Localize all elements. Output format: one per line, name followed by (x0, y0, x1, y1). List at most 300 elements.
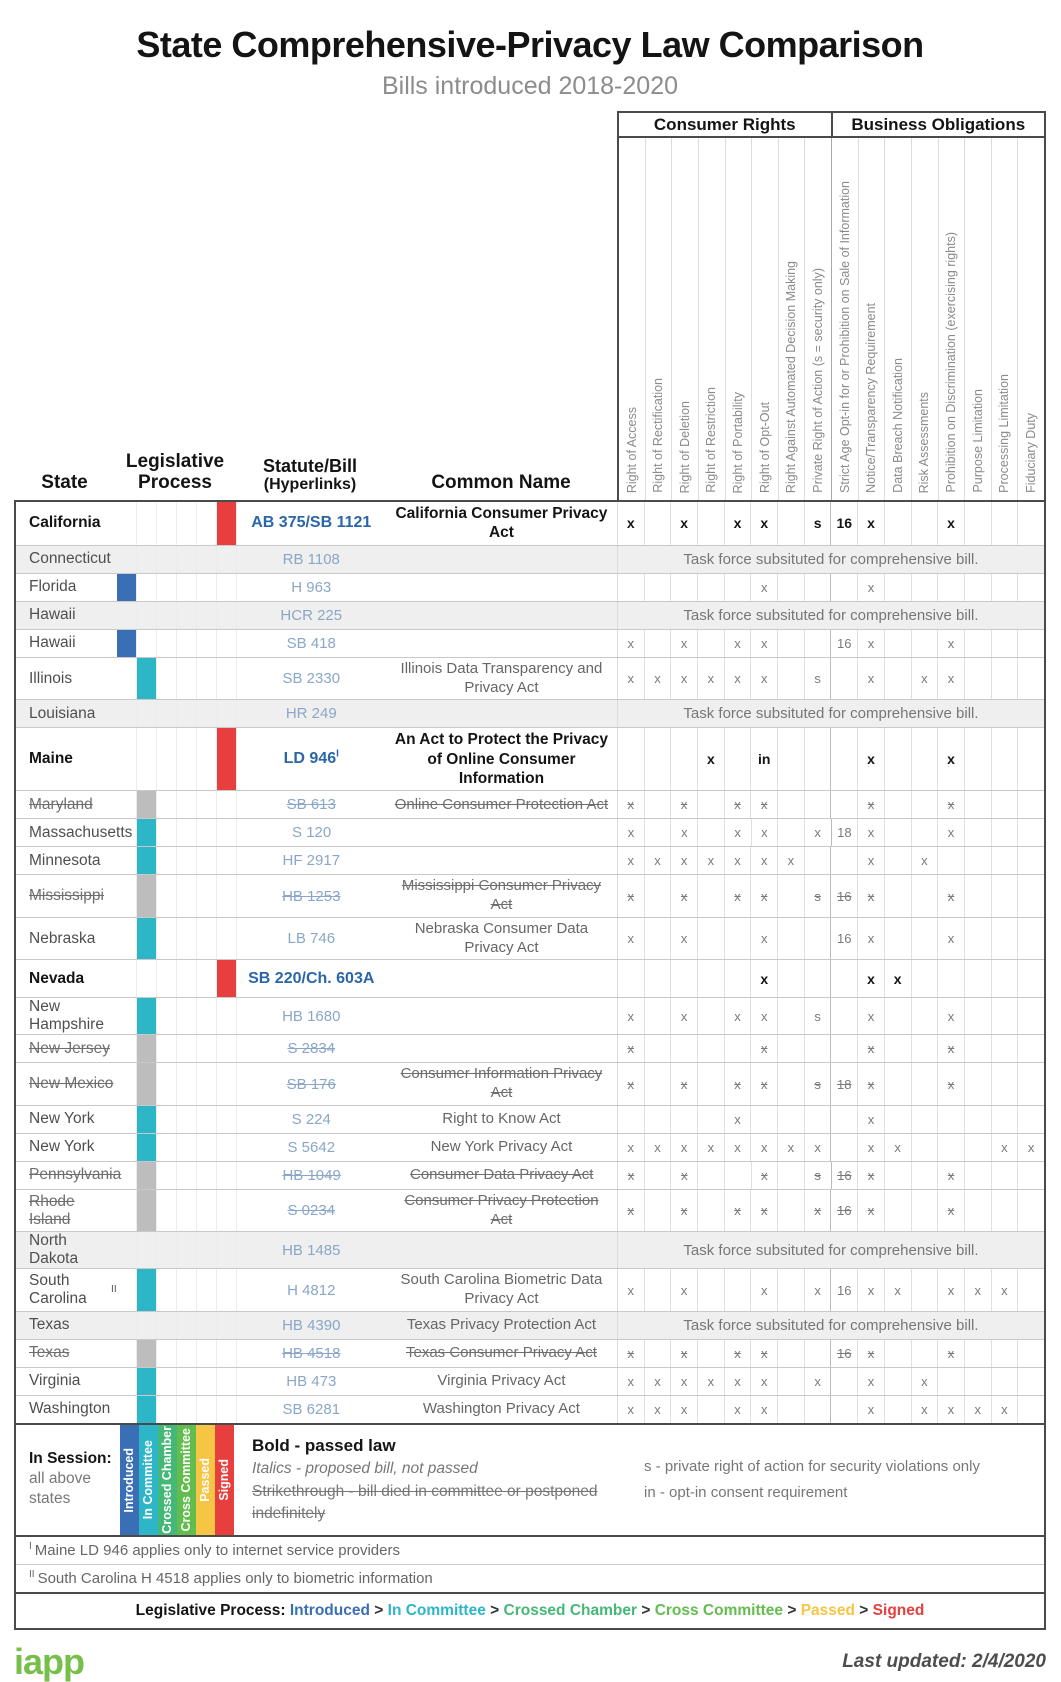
process-stage-slot (137, 602, 157, 629)
matrix-cell (884, 1396, 911, 1423)
process-stage-slot (137, 819, 157, 846)
common-name-cell: California Consumer Privacy Act (395, 505, 608, 542)
matrix-cell: x (804, 1134, 831, 1161)
statute-cell (237, 1063, 386, 1105)
taskforce-note: Task force subsituted for comprehensive bill. (617, 546, 1044, 573)
matrix-cell: x (724, 819, 751, 846)
process-stage-slot (217, 1269, 237, 1311)
process-stage-block (137, 1106, 156, 1133)
matrix-cell: x (627, 1041, 635, 1057)
matrix-cell: 16 (830, 1340, 857, 1367)
matrix-cell (964, 1190, 991, 1232)
matrix-cell: x (697, 1368, 724, 1395)
matrix-column-header-label: Right Against Automated Decision Making (784, 260, 799, 493)
legislative-process-cell (117, 1269, 237, 1311)
matrix-cells (617, 1269, 1044, 1311)
statute-link[interactable]: SB 418 (286, 634, 336, 652)
matrix-cell (644, 960, 671, 997)
matrix-cell (964, 1134, 991, 1161)
legislative-process-cell (117, 847, 237, 874)
common-name-cell: Washington Privacy Act (422, 1400, 580, 1417)
statute-link[interactable]: HB 473 (286, 1372, 337, 1390)
matrix-column-header-label: Right of Portability (731, 391, 746, 493)
state-name: New Hampshire (29, 998, 104, 1034)
legislative-process-cell (117, 1063, 237, 1105)
process-stage-slot (157, 658, 177, 700)
process-stage-slot (177, 1134, 197, 1161)
state-name: North Dakota (29, 1232, 79, 1268)
matrix-cell: x (937, 658, 964, 700)
matrix-cell (991, 630, 1018, 657)
statute-link[interactable]: SB 613 (286, 796, 336, 814)
matrix-cell (911, 918, 938, 960)
matrix-cell (884, 1368, 911, 1395)
common-name-cell: South Carolina Biometric Data Privacy Act (400, 1271, 603, 1308)
matrix-cell (964, 918, 991, 960)
process-stage-slot (117, 847, 137, 874)
statute-link[interactable]: HB 1680 (282, 1007, 341, 1025)
in-session-label: In Session: (29, 1449, 112, 1467)
matrix-cell: x (857, 1063, 884, 1105)
iapp-logo: iapp (14, 1640, 85, 1682)
state-name: California (29, 514, 101, 532)
state-cell (16, 847, 117, 874)
matrix-cell (777, 1106, 804, 1133)
process-stage-slot (157, 998, 177, 1034)
matrix-cell (830, 728, 857, 790)
statute-footnote-marker: I (336, 748, 339, 760)
matrix-cell (964, 791, 991, 818)
matrix-cell (911, 875, 938, 917)
matrix-cell (777, 1063, 804, 1105)
table-row (16, 1105, 1044, 1133)
matrix-cell: x (724, 847, 751, 874)
legend-stage-bar (196, 1425, 215, 1535)
statute-link[interactable]: S 2834 (287, 1040, 336, 1058)
table-row (16, 1189, 1044, 1232)
table-row (16, 1367, 1044, 1395)
matrix-cell: x (724, 875, 751, 917)
matrix-cell (644, 791, 671, 818)
state-name: Washington (29, 1400, 111, 1418)
matrix-cell (670, 960, 697, 997)
state-cell (16, 502, 117, 545)
table-header (14, 111, 1046, 502)
matrix-cell: x (937, 1340, 964, 1367)
process-stage-slot (117, 630, 137, 657)
matrix-cell: x (750, 1269, 777, 1311)
matrix-cell (991, 960, 1018, 997)
legislative-process-cell (117, 1232, 237, 1268)
matrix-cell (1017, 1368, 1044, 1395)
matrix-cell: x (937, 728, 964, 790)
process-stage-slot (217, 1368, 237, 1395)
table-row (16, 917, 1044, 960)
legislative-process-cell (117, 630, 237, 657)
footnote (16, 1537, 1044, 1564)
matrix-cell: x (857, 1340, 884, 1367)
matrix-cell (644, 1190, 671, 1232)
process-stage-slot (217, 728, 237, 790)
process-stage-block (117, 630, 136, 657)
statute-link[interactable]: SB 176 (286, 1075, 336, 1093)
process-stage-slot (157, 728, 177, 790)
matrix-cell: x (724, 1396, 751, 1423)
matrix-cell: x (627, 1076, 635, 1092)
matrix-cell (804, 630, 831, 657)
matrix-cell (644, 502, 671, 545)
matrix-cell (804, 1106, 831, 1133)
matrix-cell: x (937, 1063, 964, 1105)
footnote-marker: I (29, 1540, 32, 1552)
common-name-cell (386, 960, 617, 997)
statute-link[interactable]: AB 375/SB 1121 (251, 514, 372, 532)
matrix-cell: x (724, 502, 751, 545)
matrix-cell: x (724, 1190, 751, 1232)
matrix-cell: x (670, 1190, 697, 1232)
matrix-cell: s (804, 1063, 831, 1105)
matrix-cell (697, 875, 724, 917)
legislative-process-cell (117, 875, 237, 917)
matrix-cell (830, 1106, 857, 1133)
process-stage-slot (177, 1063, 197, 1105)
matrix-cell (1017, 847, 1044, 874)
matrix-cell (884, 791, 911, 818)
matrix-cell: x (857, 875, 884, 917)
matrix-column-header (619, 138, 645, 500)
process-stage-slot (197, 1035, 217, 1062)
process-stage-slot (137, 875, 157, 917)
matrix-cell: s (804, 658, 831, 700)
matrix-cell: x (857, 847, 884, 874)
matrix-cell: x (804, 1368, 831, 1395)
legislative-process-cell (117, 502, 237, 545)
process-stage-slot (137, 1269, 157, 1311)
matrix-cell (991, 1340, 1018, 1367)
matrix-cell (1017, 1340, 1044, 1367)
statute-link[interactable]: S 5642 (287, 1138, 336, 1156)
matrix-cell (830, 574, 857, 601)
process-stage-slot (117, 1162, 137, 1189)
matrix-cell: x (724, 1106, 751, 1133)
state-cell (16, 700, 117, 727)
statute-link[interactable]: S 0234 (287, 1202, 336, 1220)
matrix-cell (991, 1368, 1018, 1395)
statute-link[interactable]: LB 746 (287, 930, 336, 948)
legend-stage-label: Cross Committee (179, 1428, 194, 1532)
process-stage-slot (137, 728, 157, 790)
matrix-cell (991, 875, 1018, 917)
statute-link[interactable]: SB 6281 (282, 1400, 341, 1418)
matrix-cell: s (804, 502, 831, 545)
matrix-cell: x (857, 502, 884, 545)
left-column-headers (14, 111, 617, 500)
matrix-cell: 18 (831, 819, 858, 846)
statute-link[interactable]: H 4812 (287, 1281, 336, 1299)
statute-cell (237, 960, 386, 997)
matrix-column-header-label: Private Right of Action (s = security only) (810, 268, 825, 493)
process-stage-slot (117, 1368, 137, 1395)
matrix-cell (697, 1063, 724, 1105)
footnote (16, 1564, 1044, 1592)
italics-key: Italics - proposed bill, not passed (252, 1460, 478, 1478)
matrix-cell: x (750, 502, 777, 545)
process-stage-slot (177, 602, 197, 629)
matrix-cell: x (724, 1340, 751, 1367)
process-stage-slot (137, 502, 157, 545)
process-stage-slot (217, 1312, 237, 1339)
matrix-cell: x (724, 791, 751, 818)
statute-link[interactable]: HF 2917 (282, 852, 341, 870)
matrix-cell (697, 998, 724, 1034)
legislative-process-cell (117, 960, 237, 997)
statute-link[interactable]: HR 249 (285, 705, 337, 723)
matrix-cell (991, 819, 1018, 846)
matrix-cells (617, 728, 1044, 790)
process-stage-slot (197, 602, 217, 629)
statute-link[interactable]: HB 1253 (282, 887, 341, 905)
matrix-cell: x (670, 1396, 697, 1423)
taskforce-note: Task force subsituted for comprehensive bill. (617, 1232, 1044, 1268)
state-cell (16, 875, 117, 917)
comparison-table (14, 111, 1046, 1630)
matrix-cell (777, 1396, 804, 1423)
matrix-cell (884, 1162, 911, 1189)
matrix-column-header-label: Data Breach Notification (890, 358, 905, 493)
process-stage-slot (177, 847, 197, 874)
process-stage-slot (137, 700, 157, 727)
process-label: Process (138, 472, 212, 494)
statute-link[interactable]: LD $946^I$ (283, 748, 339, 768)
matrix-cell (964, 1063, 991, 1105)
process-stage-block (137, 1063, 156, 1105)
matrix-cell: x (937, 1396, 964, 1423)
rotated-column-headers (617, 138, 1046, 500)
hyperlinks-label: (Hyperlinks) (263, 476, 357, 494)
matrix-cell: 16 (830, 918, 857, 960)
statute-link[interactable]: S 224 (291, 1110, 331, 1128)
legislative-process-cell (117, 700, 237, 727)
legend-stage-label: In Committee (141, 1440, 156, 1520)
matrix-cell (884, 847, 911, 874)
process-stage-slot (157, 630, 177, 657)
matrix-cell: x (644, 1368, 671, 1395)
matrix-cell (670, 1035, 697, 1062)
matrix-column-header-label: Right of Access (624, 406, 639, 493)
statute-link[interactable]: SB 2330 (282, 670, 341, 687)
statute-cell (237, 1190, 386, 1232)
matrix-cell (644, 1063, 671, 1105)
process-footer-separator: > (637, 1601, 655, 1619)
matrix-cell (830, 847, 857, 874)
table-row (16, 657, 1044, 700)
matrix-cell: x (670, 847, 697, 874)
table-row (16, 1231, 1044, 1268)
matrix-cell: x (670, 502, 697, 545)
matrix-cell: x (724, 998, 751, 1034)
statute-cell (237, 998, 386, 1034)
state-name: Connecticut (29, 550, 111, 568)
matrix-cell: x (724, 1063, 751, 1105)
statute-link[interactable]: RB 1108 (282, 550, 340, 568)
matrix-cell (911, 502, 938, 545)
state-cell (16, 1106, 117, 1133)
matrix-cell: x (964, 1396, 991, 1423)
matrix-cell (937, 574, 964, 601)
statute-link[interactable]: S 120 (292, 824, 332, 842)
process-stage-block (137, 918, 156, 960)
matrix-cell (830, 1134, 857, 1161)
legend-keys (252, 1434, 602, 1526)
process-stage-slot (197, 918, 217, 960)
matrix-cell: x (750, 875, 777, 917)
process-stage-slot (137, 998, 157, 1034)
matrix-cell (884, 630, 911, 657)
process-stage-slot (197, 1190, 217, 1232)
process-stage-slot (117, 960, 137, 997)
process-stage-slot (217, 546, 237, 573)
matrix-cell (804, 918, 831, 960)
statute-link[interactable]: HB 1049 (282, 1166, 341, 1184)
process-stage-slot (117, 791, 137, 818)
process-stage-slot (137, 630, 157, 657)
matrix-cell (964, 960, 991, 997)
matrix-cell (937, 960, 964, 997)
matrix-cell (1017, 728, 1044, 790)
state-cell (16, 574, 117, 601)
process-stage-slot (197, 1312, 217, 1339)
matrix-cell: x (750, 1396, 777, 1423)
state-name: Minnesota (29, 851, 101, 869)
matrix-column-header-label: Right of Restriction (704, 387, 719, 493)
process-stage-slot (197, 791, 217, 818)
table-row (16, 1034, 1044, 1062)
matrix-cell (724, 1035, 751, 1062)
process-stage-block (137, 819, 156, 846)
table-row (16, 1268, 1044, 1311)
matrix-cell: x (937, 791, 964, 818)
state-name: Pennsylvania (29, 1166, 122, 1184)
matrix-cell: x (857, 574, 884, 601)
table-row (16, 874, 1044, 917)
matrix-cell (777, 918, 804, 960)
statute-cell (237, 875, 386, 917)
process-stage-slot (217, 1035, 237, 1062)
process-stage-slot (117, 658, 137, 700)
statute-link[interactable]: HB 4390 (282, 1316, 341, 1334)
table-row (16, 727, 1044, 790)
legislative-process-cell (117, 1340, 237, 1367)
table-row (16, 1339, 1044, 1367)
matrix-cell (1017, 658, 1044, 700)
statute-link[interactable]: H 963 (291, 578, 332, 596)
matrix-cell: x (627, 1345, 635, 1361)
matrix-column-header-label: Right of Rectification (651, 378, 666, 493)
matrix-column-header (938, 138, 965, 500)
matrix-cells (617, 502, 1044, 545)
matrix-cell (724, 960, 751, 997)
statute-link[interactable]: HB 1485 (282, 1241, 341, 1259)
group-header-consumer-rights: Consumer Rights (653, 115, 796, 134)
process-stage-slot (197, 574, 217, 601)
process-stage-slot (137, 574, 157, 601)
matrix-cell: x (884, 960, 911, 997)
matrix-cell: 16 (830, 875, 857, 917)
matrix-cell: s (804, 875, 831, 917)
state-cell (16, 1134, 117, 1161)
matrix-cell (644, 1162, 671, 1189)
statute-cell (237, 1269, 386, 1311)
taskforce-note: Task force subsituted for comprehensive bill. (617, 602, 1044, 629)
matrix-cell (1017, 1035, 1044, 1062)
footer-bar (14, 1640, 1046, 1682)
matrix-cell (644, 574, 671, 601)
matrix-cell (911, 791, 938, 818)
legend-stage-bar (120, 1425, 139, 1535)
process-stage-slot (177, 960, 197, 997)
matrix-cell: x (857, 1269, 884, 1311)
table-row (16, 629, 1044, 657)
matrix-cell: x (627, 825, 635, 841)
matrix-cell: x (911, 658, 938, 700)
statute-link[interactable]: HB 4518 (282, 1344, 341, 1362)
statute-cell (237, 1106, 386, 1133)
matrix-cell: x (627, 931, 635, 947)
matrix-cell (644, 1340, 671, 1367)
process-footer-stage: Introduced (289, 1601, 370, 1619)
matrix-cell (964, 1340, 991, 1367)
common-name-cell: Consumer Privacy Protection Act (404, 1191, 599, 1228)
matrix-cell (777, 658, 804, 700)
matrix-cells (617, 1063, 1044, 1105)
matrix-cell (750, 1106, 777, 1133)
state-cell (16, 998, 117, 1034)
legend-stage-bar (177, 1425, 196, 1535)
matrix-cell: x (627, 1139, 635, 1155)
matrix-cell (991, 998, 1018, 1034)
process-stage-block (217, 728, 236, 790)
process-stage-slot (157, 918, 177, 960)
process-stage-slot (137, 1134, 157, 1161)
process-stage-slot (217, 960, 237, 997)
state-name: Maine (29, 750, 73, 768)
state-name: Illinois (29, 669, 73, 687)
state-name: Nebraska (29, 929, 96, 947)
legend-stage-label: Introduced (122, 1447, 137, 1513)
statute-link[interactable]: HCR 225 (280, 606, 343, 624)
matrix-cell (964, 1368, 991, 1395)
taskforce-note: Task force subsituted for comprehensive bill. (617, 1312, 1044, 1339)
statute-link[interactable]: SB 220/Ch. 603A (248, 969, 375, 987)
matrix-cells (617, 819, 1044, 846)
matrix-cell (937, 1368, 964, 1395)
common-name-cell: Online Consumer Protection Act (394, 795, 609, 813)
matrix-cell: x (804, 1190, 831, 1232)
matrix-column-header (831, 138, 858, 500)
matrix-cell (1017, 1063, 1044, 1105)
matrix-cell (644, 875, 671, 917)
matrix-cell: x (964, 1269, 991, 1311)
process-stage-slot (177, 700, 197, 727)
matrix-cell (804, 1340, 831, 1367)
process-stage-slot (137, 1340, 157, 1367)
matrix-cell (777, 728, 804, 790)
table-body (14, 502, 1046, 1423)
matrix-cell (697, 630, 724, 657)
process-stage-block (137, 1269, 156, 1311)
matrix-cell (884, 574, 911, 601)
state-name: New York (29, 1138, 95, 1156)
